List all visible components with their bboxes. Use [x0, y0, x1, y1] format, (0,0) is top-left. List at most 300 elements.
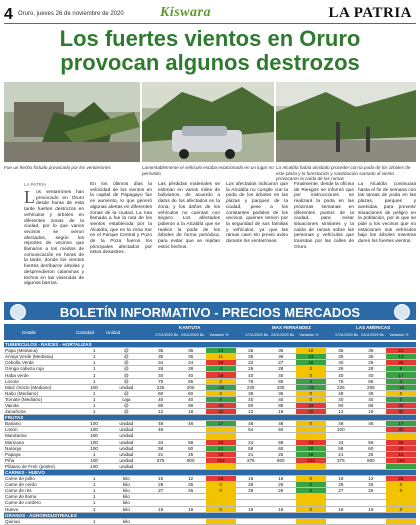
table-cell: 375: [236, 457, 266, 463]
table-cell: 35: [326, 354, 356, 360]
table-cell: 100: [81, 445, 107, 451]
variation-indicator: 28: [386, 439, 416, 445]
table-cell: 19: [326, 506, 356, 512]
table-cell: Cebolla Verde: [4, 360, 81, 366]
variation-indicator: 0: [386, 396, 416, 402]
variation-indicator: 0: [386, 482, 416, 488]
market-max-fernandez: MAX FERNÁNDEZ: [272, 325, 311, 330]
variation-indicator: 0: [206, 506, 236, 512]
table-cell: 36: [266, 390, 296, 396]
variation-indicator: 14: [206, 348, 236, 354]
caption-2: Lamentablemente el vehículo estaba estacionado en un lugar no permitido: [142, 165, 274, 176]
table-cell: 34: [146, 360, 176, 366]
table-cell: 26: [326, 366, 356, 372]
table-cell: 1: [81, 500, 107, 506]
variation-indicator: 25: [386, 476, 416, 482]
table-cell: 19: [266, 506, 296, 512]
variation-indicator: 17: [206, 421, 236, 427]
table-cell: 27: [266, 360, 296, 366]
table-cell: 86: [266, 402, 296, 408]
table-cell: Zanahoria: [4, 409, 81, 415]
table-cell: Plátano de Freír (postre): [4, 463, 81, 469]
variation-indicator: 153: [206, 457, 236, 463]
table-cell: @: [107, 372, 146, 378]
table-cell: 19: [146, 506, 176, 512]
variation-indicator: 13: [386, 354, 416, 360]
table-cell: 19: [356, 506, 386, 512]
variation-indicator: 153: [386, 457, 416, 463]
table-cell: [146, 518, 176, 524]
table-cell: 1: [81, 506, 107, 512]
table-cell: [176, 518, 206, 524]
column-headers: [4, 324, 416, 340]
table-cell: Papa (Mediana): [4, 348, 81, 354]
table-cell: [356, 518, 386, 524]
table-cell: 21: [236, 451, 266, 457]
group-label: TUBÉRCULOS - RAÍCES - HORTALIZAS: [4, 342, 416, 348]
table-cell: unidad: [107, 439, 146, 445]
variation-indicator: 8: [206, 396, 236, 402]
table-cell: 1: [81, 518, 107, 524]
article-column-1: [24, 187, 84, 287]
table-cell: unidad: [107, 463, 146, 469]
photo-crushed-car: [142, 82, 274, 162]
market-date-header: 17/11/2020 Bs.: [155, 333, 179, 337]
table-cell: 18: [356, 409, 386, 415]
table-cell: 48: [326, 421, 356, 427]
variation-indicator: 0: [296, 482, 326, 488]
table-cell: 60: [266, 445, 296, 451]
col-unidad: Unidad: [106, 330, 121, 335]
table-cell: 26: [356, 360, 386, 366]
table-cell: 35: [146, 354, 176, 360]
table-cell: 28: [176, 366, 206, 372]
table-cell: 34: [146, 439, 176, 445]
table-cell: 21: [326, 451, 356, 457]
table-cell: kilo: [107, 488, 146, 494]
variation-indicator: 0: [386, 390, 416, 396]
table-cell: 40: [356, 396, 386, 402]
table-cell: 100: [326, 427, 356, 433]
table-cell: Piña: [4, 457, 81, 463]
table-cell: 36: [356, 354, 386, 360]
table-cell: Mandarina: [4, 433, 81, 439]
table-cell: 100: [81, 427, 107, 433]
table-cell: 40: [266, 372, 296, 378]
table-cell: 80: [146, 402, 176, 408]
table-cell: 26: [266, 488, 296, 494]
table-cell: 36: [356, 348, 386, 354]
photo-plaza-branches: [276, 82, 416, 162]
variation-indicator: 0: [296, 421, 326, 427]
variation-indicator: 33: [206, 439, 236, 445]
table-cell: 12: [146, 409, 176, 415]
page-number: 4: [4, 6, 13, 23]
variation-indicator: [206, 518, 236, 524]
table-cell: Carne de cordero: [4, 500, 81, 506]
table-cell: 100: [81, 421, 107, 427]
price-bulletin: [4, 302, 416, 524]
table-cell: Naranja: [4, 445, 81, 451]
table-cell: 100: [81, 463, 107, 469]
table-cell: 48: [356, 390, 386, 396]
variation-indicator: -15: [206, 384, 236, 390]
variation-indicator: 32: [206, 409, 236, 415]
header-rule: [4, 23, 416, 24]
table-cell: 60: [146, 390, 176, 396]
variation-indicator: 33: [296, 439, 326, 445]
variation-indicator: 3: [296, 366, 326, 372]
variation-indicator: 17: [386, 372, 416, 378]
variation-indicator: 20: [296, 445, 326, 451]
table-cell: Maíz choclo (Mediano): [4, 384, 81, 390]
table-cell: 48: [326, 390, 356, 396]
col-cantidad: Cantidad: [76, 330, 95, 335]
table-cell: 48: [266, 421, 296, 427]
table-row: [4, 518, 416, 524]
table-cell: 24: [176, 360, 206, 366]
table-cell: 48: [236, 421, 266, 427]
table-cell: 900: [356, 457, 386, 463]
table-cell: 60: [356, 445, 386, 451]
variation-indicator: 32: [386, 409, 416, 415]
masthead: LA PATRIA: [328, 5, 412, 21]
table-cell: 1: [81, 451, 107, 457]
table-cell: 1: [81, 488, 107, 494]
table-cell: @: [107, 360, 146, 366]
table-cell: 86: [356, 402, 386, 408]
table-cell: 205: [356, 384, 386, 390]
section-name: Kiswara: [160, 5, 211, 20]
table-cell: 54: [236, 427, 266, 433]
table-cell: 34: [236, 439, 266, 445]
table-cell: kilo: [107, 506, 146, 512]
variation-indicator: 0: [296, 396, 326, 402]
table-cell: 100: [81, 439, 107, 445]
table-cell: 26: [356, 488, 386, 494]
table-cell: 40: [176, 372, 206, 378]
table-cell: 35: [146, 348, 176, 354]
table-cell: @: [107, 409, 146, 415]
variation-indicator: 8: [386, 366, 416, 372]
col-detalle: Detalle: [22, 330, 37, 335]
article-column-2: En los últimos días la velocidad de los vientos en la capital de Papagayo fue en aumento, lo que generó algunas alertas en diferentes zonas de la ciudad. La ruta llamada a fue la ruta de los vientos establecida por la Alcaldía, que en la zona Sur en el Parque Central y Pozo de la Poza fueron los principales afectados por estos desastres.: [90, 182, 152, 256]
table-cell: Gringa cabeza roja: [4, 366, 81, 372]
market-kantuta: KANTUTA: [179, 325, 201, 330]
table-cell: 1: [81, 402, 107, 408]
table-cell: 26: [236, 366, 266, 372]
dropcap: L: [24, 187, 35, 207]
table-cell: 48: [146, 421, 176, 427]
table-cell: 16: [326, 476, 356, 482]
table-cell: kilo: [107, 500, 146, 506]
article-column-4: Los afectados indicaron que la Alcaldía no cumple con la poda de los árboles en las plazas y parques de la ciudad, pese a los constantes pedidos de los vecinos, quienes temen por la seguridad de sus familias y vehículos, ya que las ramas caen sin previo aviso durante los ventarrones.: [226, 182, 288, 245]
table-cell: 225: [146, 384, 176, 390]
table-cell: 16: [236, 476, 266, 482]
article-author: LA PATRIA: [24, 182, 47, 187]
table-cell: 28: [326, 482, 356, 488]
table-cell: Haba verde: [4, 372, 81, 378]
variation-indicator: 16: [206, 451, 236, 457]
table-cell: 34: [326, 439, 356, 445]
variation-indicator: 21: [206, 445, 236, 451]
table-cell: 18: [176, 409, 206, 415]
table-cell: 60: [176, 445, 206, 451]
table-cell: 205: [176, 384, 206, 390]
table-cell: @: [107, 378, 146, 384]
table-cell: 35: [326, 348, 356, 354]
variation-indicator: 0: [296, 476, 326, 482]
variation-indicator: 25: [206, 476, 236, 482]
article-headline: [0, 27, 420, 75]
table-cell: 225: [236, 384, 266, 390]
table-cell: 900: [176, 457, 206, 463]
table-cell: unidad: [107, 457, 146, 463]
table-cell: Carne de res: [4, 488, 81, 494]
variation-indicator: 17: [386, 421, 416, 427]
bulletin-header: [4, 302, 416, 320]
market-las-americas: LAS AMÉRICAS: [356, 325, 391, 330]
table-cell: [266, 518, 296, 524]
table-cell: 26: [146, 366, 176, 372]
table-cell: Carne de llama: [4, 494, 81, 500]
table-cell: 65: [266, 378, 296, 384]
variation-indicator: 18: [206, 372, 236, 378]
table-cell: 900: [266, 457, 296, 463]
table-cell: Huevo: [4, 506, 81, 512]
variation-indicator: 11: [206, 354, 236, 360]
market-date-header: Variación %: [209, 333, 229, 337]
table-cell: 86: [176, 402, 206, 408]
table-cell: 36: [236, 390, 266, 396]
table-cell: 25: [356, 451, 386, 457]
variation-indicator: 0: [296, 372, 326, 378]
group-label: GRANOS - AGROINDUSTRIALES: [4, 512, 416, 518]
table-cell: Quinua: [4, 518, 81, 524]
price-table: [4, 342, 416, 525]
table-cell: 12: [176, 476, 206, 482]
variation-indicator: 25: [386, 360, 416, 366]
table-cell: 28: [236, 482, 266, 488]
bulletin-title: BOLETÍN INFORMATIVO - PRECIOS MERCADOS: [59, 305, 361, 320]
table-cell: Banano: [4, 421, 81, 427]
variation-indicator: -3: [206, 366, 236, 372]
table-cell: 1: [81, 390, 107, 396]
variation-indicator: 10: [296, 348, 326, 354]
headline-line-1: Los fuertes vientos en Oruro: [59, 26, 361, 51]
table-cell: 58: [146, 445, 176, 451]
variation-indicator: 33: [296, 402, 326, 408]
table-cell: 1: [81, 482, 107, 488]
table-cell: 40: [236, 372, 266, 378]
table-cell: 25: [266, 451, 296, 457]
table-cell: 40: [326, 396, 356, 402]
table-cell: Vainita: [4, 402, 81, 408]
table-cell: 32: [236, 360, 266, 366]
dateline: Oruro, jueves 26 de noviembre de 2020: [18, 11, 124, 17]
caption-1: Fue un hecho fortuito provocado por los ventarrones: [4, 165, 111, 170]
table-cell: 1: [81, 354, 107, 360]
table-cell: 28: [266, 366, 296, 372]
market-date-header: 17/11/2020 Bs.: [245, 333, 269, 337]
table-cell: 28: [146, 482, 176, 488]
variation-indicator: 0: [296, 506, 326, 512]
table-cell: unidad: [107, 384, 146, 390]
table-cell: 27: [146, 488, 176, 494]
table-cell: Manzana: [4, 439, 81, 445]
group-label: CARNES - HUEVO: [4, 469, 416, 475]
table-cell: Nabo (Mediano): [4, 390, 81, 396]
variation-indicator: 0: [296, 390, 326, 396]
table-cell: 375: [146, 457, 176, 463]
article-column-6: La Alcaldía continuará hasta el fin de semana con las tareas de poda en las plazas, parques y avenidas, para prevenir situaciones de peligro en la población, por lo que se pide a los vecinos que no estacionen sus vehículos bajo los árboles mientras duren los fuertes vientos.: [358, 182, 416, 245]
table-cell: kilo: [107, 476, 146, 482]
table-cell: 40: [266, 396, 296, 402]
table-cell: 80: [326, 402, 356, 408]
table-cell: 58: [326, 445, 356, 451]
column-1-text: os ventarrones han provocado en Oruro desde horas de esta tarde fuertes destrozos en vehículos y árboles en diferentes zonas de la ciudad, por lo que varios vecinos se vieron afectados, según los reportes de vecinos que llamaron a los medios de comunicación en horas de la tarde, donde los vientos fuertes derribaron árboles y desprendieron calaminas y techos en las viviendas de algunos barrios.: [24, 190, 84, 287]
variation-indicator: 32: [296, 409, 326, 415]
table-cell: 40: [176, 396, 206, 402]
table-cell: Papaya: [4, 451, 81, 457]
table-cell: kilo: [107, 494, 146, 500]
table-cell: 75: [146, 378, 176, 384]
variation-indicator: 25: [206, 360, 236, 366]
table-cell: 100: [81, 384, 107, 390]
variation-indicator: 32: [386, 427, 416, 433]
table-cell: @: [107, 390, 146, 396]
table-cell: 28: [356, 366, 386, 372]
table-cell: 1: [81, 360, 107, 366]
caption-3: La Alcaldía había olvidado proceder con la poda de los árboles de este plaza y la forestación y sanitización sumado al viento provocaron la caída de las ramas: [276, 165, 411, 182]
table-cell: 36: [266, 354, 296, 360]
table-cell: 40: [326, 372, 356, 378]
table-cell: 65: [176, 378, 206, 384]
table-cell: 100: [81, 433, 107, 439]
table-cell: 46: [146, 427, 176, 433]
table-cell: 80: [236, 402, 266, 408]
table-cell: 1: [81, 494, 107, 500]
variation-indicator: 3: [206, 390, 236, 396]
table-cell: 40: [146, 396, 176, 402]
variation-indicator: 153: [296, 457, 326, 463]
table-cell: kilo: [107, 518, 146, 524]
table-cell: Tomate (Mediano): [4, 396, 81, 402]
table-cell: [326, 518, 356, 524]
table-cell: 50: [266, 427, 296, 433]
variation-indicator: 33: [206, 402, 236, 408]
table-cell: 26: [266, 482, 296, 488]
table-cell: 28: [236, 488, 266, 494]
table-cell: 375: [326, 457, 356, 463]
variation-indicator: 0: [296, 488, 326, 494]
table-cell: 40: [356, 372, 386, 378]
table-cell: 1: [81, 409, 107, 415]
table-cell: 35: [236, 354, 266, 360]
table-cell: [236, 518, 266, 524]
variation-indicator: 16: [296, 360, 326, 366]
market-date-header: Variación %: [299, 333, 319, 337]
variation-indicator: -15: [296, 384, 326, 390]
table-cell: 26: [356, 482, 386, 488]
table-cell: caja: [107, 396, 146, 402]
table-cell: 205: [266, 384, 296, 390]
variation-indicator: 0: [206, 482, 236, 488]
table-cell: 56: [266, 439, 296, 445]
table-cell: 36: [176, 354, 206, 360]
table-cell: Limón: [4, 427, 81, 433]
table-cell: 48: [356, 421, 386, 427]
table-cell: 40: [236, 396, 266, 402]
table-cell: 36: [176, 348, 206, 354]
table-cell: 100: [81, 457, 107, 463]
table-cell: 35: [236, 348, 266, 354]
table-cell: 26: [176, 482, 206, 488]
group-label: FRUTAS: [4, 415, 416, 421]
table-cell: 19: [236, 506, 266, 512]
table-cell: 34: [146, 372, 176, 378]
table-cell: 65: [356, 378, 386, 384]
table-cell: 75: [236, 378, 266, 384]
variation-indicator: 21: [386, 348, 416, 354]
table-cell: Carne de cerdo: [4, 482, 81, 488]
table-cell: 16: [266, 476, 296, 482]
table-cell: 25: [176, 451, 206, 457]
variation-indicator: 13: [296, 354, 326, 360]
market-date-header: 24/11/2020 Bs.: [181, 333, 205, 337]
table-cell: 1: [81, 366, 107, 372]
table-cell: Arveja Verde (Mediana): [4, 354, 81, 360]
table-cell: unidad: [107, 445, 146, 451]
variation-indicator: 16: [386, 451, 416, 457]
variation-indicator: 0: [386, 488, 416, 494]
table-cell: 75: [326, 378, 356, 384]
market-date-header: Variación %: [389, 333, 409, 337]
table-cell: 56: [176, 439, 206, 445]
variation-indicator: [296, 518, 326, 524]
article-column-5: Finalmente, desde la oficina de Riesgos se informó que por instrucciones se realizará la poda en las próximas semanas en diferentes puntos de la ciudad, para evitar situaciones similares y la caída de ramas sobre las personas y vehículos que transitan por las calles de Oruro.: [294, 182, 354, 250]
table-cell: 56: [356, 439, 386, 445]
table-cell: 40: [326, 360, 356, 366]
table-cell: kilo: [107, 482, 146, 488]
table-cell: unidad: [107, 451, 146, 457]
table-cell: 48: [176, 421, 206, 427]
municipal-seal-icon: [394, 304, 410, 320]
table-cell: 60: [176, 390, 206, 396]
headline-line-2: provocan algunos destrozos: [60, 50, 360, 75]
table-cell: 19: [176, 506, 206, 512]
variation-indicator: 0: [206, 488, 236, 494]
table-cell: 225: [326, 384, 356, 390]
table-cell: 12: [236, 409, 266, 415]
variation-indicator: 3: [386, 378, 416, 384]
variation-indicator: 3: [296, 378, 326, 384]
variation-indicator: -15: [386, 384, 416, 390]
table-cell: Carne de pollo: [4, 476, 81, 482]
table-cell: 36: [266, 348, 296, 354]
table-cell: Locoto: [4, 378, 81, 384]
table-cell: 15: [146, 476, 176, 482]
variation-indicator: 20: [386, 445, 416, 451]
variation-indicator: 33: [386, 402, 416, 408]
table-cell: 26: [176, 488, 206, 494]
market-date-header: 24/11/2020 Bs.: [361, 333, 385, 337]
market-date-header: 17/11/2020 Bs.: [335, 333, 359, 337]
table-cell: @: [107, 366, 146, 372]
table-cell: 21: [146, 451, 176, 457]
table-cell: 1: [81, 378, 107, 384]
table-cell: 1: [81, 372, 107, 378]
